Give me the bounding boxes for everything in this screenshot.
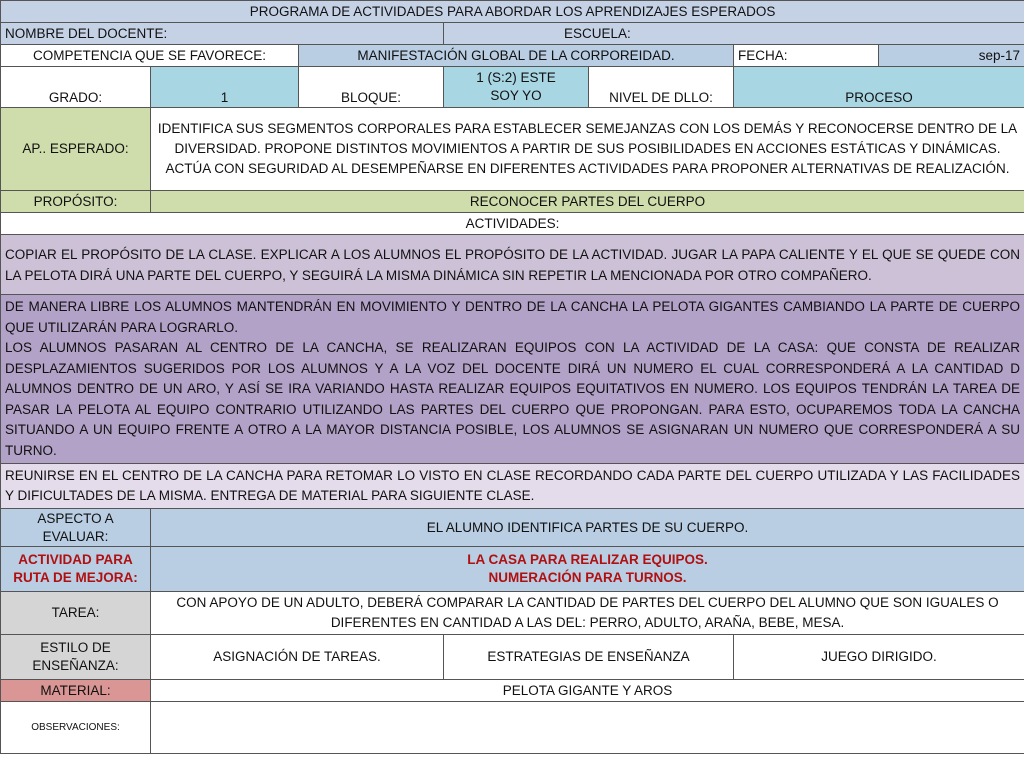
bloque-value-line1: 1 (S:2) ESTE <box>476 70 556 85</box>
tarea-row <box>1 592 1024 635</box>
observaciones-row <box>1 702 1024 754</box>
aspecto-row <box>1 509 1024 547</box>
ruta-row <box>1 547 1024 592</box>
escuela-label: ESCUELA: <box>444 23 1024 45</box>
estilo-option-1: ASIGNACIÓN DE TAREAS. <box>151 635 444 680</box>
actividad-3-text: REUNIRSE EN EL CENTRO DE LA CANCHA PARA RETOMAR LO VISTO EN CLASE RECORDANDO CADA PARTE DEL CUERPO UTILIZADA Y LAS FACILIDADES Y DIFICULTADES DE LA MISMA. ENTREGA DE MATERIAL PARA SIGUIENTE CLASE. <box>1 464 1024 509</box>
aspecto-label: ASPECTO A EVALUAR: <box>1 509 151 547</box>
actividad-2b-text: LOS ALUMNOS PASARAN AL CENTRO DE LA CANCHA, SE REALIZARAN EQUIPOS CON LA ACTIVIDAD DE LA CASA: QUE CONSTA DE REALIZAR DESPLAZAMIENTOS SUGERIDOS POR LOS ALUMNOS Y A LA VOZ DEL DOCENTE DIRÁ UN NUMERO EL CUAL CORRESPONDERÁ A LA CANTIDAD D ALUMNOS DENTRO DE UN ARO, Y ASÍ SE IRA VARIANDO HASTA REALIZAR EQUIPOS EQUITATIVOS EN NUMERO. LOS EQUIPOS TENDRÁN LA TAREA DE PASAR LA PELOTA AL EQUIPO CONTRARIO UTILIZANDO LAS PARTES DEL CUERPO QUE PROPONGAN. PARA ESTO, OCUPAREMOS TODA LA CANCHA SITUANDO A UN EQUIPO FRENTE A OTRO A LA MAYOR DISTANCIA POSIBLE, LOS ALUMNOS SE ASIGNARAN UN NUMERO QUE CORRESPONDERÁ A SU TURNO. <box>5 340 1021 458</box>
competencia-row <box>1 45 1024 67</box>
material-label: MATERIAL: <box>1 680 151 702</box>
proposito-label: PROPÓSITO: <box>1 191 151 213</box>
tarea-label: TAREA: <box>1 592 151 635</box>
estilo-option-3: JUEGO DIRIGIDO. <box>734 635 1024 680</box>
competencia-value: MANIFESTACIÓN GLOBAL DE LA CORPOREIDAD. <box>299 45 734 67</box>
bloque-value <box>444 67 589 108</box>
observaciones-label: OBSERVACIONES: <box>1 702 151 754</box>
ruta-value-line1: LA CASA PARA REALIZAR EQUIPOS. <box>467 552 708 567</box>
tarea-value: CON APOYO DE UN ADULTO, DEBERÁ COMPARAR LA CANTIDAD DE PARTES DEL CUERPO DEL ALUMNO QUE SON IGUALES O DIFERENTES EN CANTIDAD A LAS DEL: PERRO, ADULTO, ARAÑA, BEBE, MESA. <box>151 592 1024 635</box>
bloque-value-line2: SOY YO <box>490 88 542 103</box>
aspecto-value: EL ALUMNO IDENTIFICA PARTES DE SU CUERPO. <box>151 509 1024 547</box>
fecha-value: sep-17 <box>879 45 1024 67</box>
ruta-value <box>151 547 1024 592</box>
grado-row <box>1 67 1024 108</box>
actividad-3-row <box>1 464 1024 509</box>
bloque-label: BLOQUE: <box>299 67 444 108</box>
actividades-label: ACTIVIDADES: <box>1 213 1024 235</box>
program-title: PROGRAMA DE ACTIVIDADES PARA ABORDAR LOS APRENDIZAJES ESPERADOS <box>1 1 1024 23</box>
proposito-row <box>1 191 1024 213</box>
actividad-2a-text: DE MANERA LIBRE LOS ALUMNOS MANTENDRÁN EN MOVIMIENTO Y DENTRO DE LA CANCHA LA PELOTA GIGANTES CAMBIANDO LA PARTE DE CUERPO QUE UTILIZARÁN PARA LOGRARLO. <box>5 299 1021 335</box>
nivel-label: NIVEL DE DLLO: <box>589 67 734 108</box>
actividad-1-row <box>1 235 1024 295</box>
grado-label: GRADO: <box>1 67 151 108</box>
actividad-2-row <box>1 295 1024 464</box>
aprendizaje-label: AP.. ESPERADO: <box>1 108 151 191</box>
aprendizaje-value: IDENTIFICA SUS SEGMENTOS CORPORALES PARA ESTABLECER SEMEJANZAS CON LOS DEMÁS Y RECONOCERSE DENTRO DE LA DIVERSIDAD. PROPONE DISTINTOS MOVIMIENTOS A PARTIR DE SUS POSIBILIDADES EN ACCIONES ESTÁTICAS Y DINÁMICAS. ACTÚA CON SEGURIDAD AL DESEMPEÑARSE EN DIFERENTES ACTIVIDADES PARA PROPONER ALTERNATIVAS DE REALIZACIÓN. <box>151 108 1024 191</box>
material-row <box>1 680 1024 702</box>
estilo-option-2: ESTRATEGIAS DE ENSEÑANZA <box>444 635 734 680</box>
title-row <box>1 1 1024 23</box>
observaciones-value <box>151 702 1024 754</box>
ruta-value-line2: NUMERACIÓN PARA TURNOS. <box>488 570 687 585</box>
estilo-row <box>1 635 1024 680</box>
grado-value: 1 <box>151 67 299 108</box>
actividades-header-row <box>1 213 1024 235</box>
docente-row <box>1 23 1024 45</box>
docente-label: NOMBRE DEL DOCENTE: <box>1 23 444 45</box>
aprendizaje-row <box>1 108 1024 191</box>
actividad-1-text: COPIAR EL PROPÓSITO DE LA CLASE. EXPLICAR A LOS ALUMNOS EL PROPÓSITO DE LA ACTIVIDAD. JUGAR LA PAPA CALIENTE Y EL QUE SE QUEDE CON LA PELOTA DIRÁ UNA PARTE DEL CUERPO, Y SEGUIRÁ LA MISMA DINÁMICA SIN REPETIR LA MENCIONADA POR OTRO COMPAÑERO. <box>1 235 1024 295</box>
ruta-label: ACTIVIDAD PARA RUTA DE MEJORA: <box>1 547 151 592</box>
proposito-value: RECONOCER PARTES DEL CUERPO <box>151 191 1024 213</box>
material-value: PELOTA GIGANTE Y AROS <box>151 680 1024 702</box>
nivel-value: PROCESO <box>734 67 1024 108</box>
estilo-label: ESTILO DE ENSEÑANZA: <box>1 635 151 680</box>
fecha-label: FECHA: <box>734 45 879 67</box>
competencia-label: COMPETENCIA QUE SE FAVORECE: <box>1 45 299 67</box>
actividad-2 <box>1 295 1024 464</box>
